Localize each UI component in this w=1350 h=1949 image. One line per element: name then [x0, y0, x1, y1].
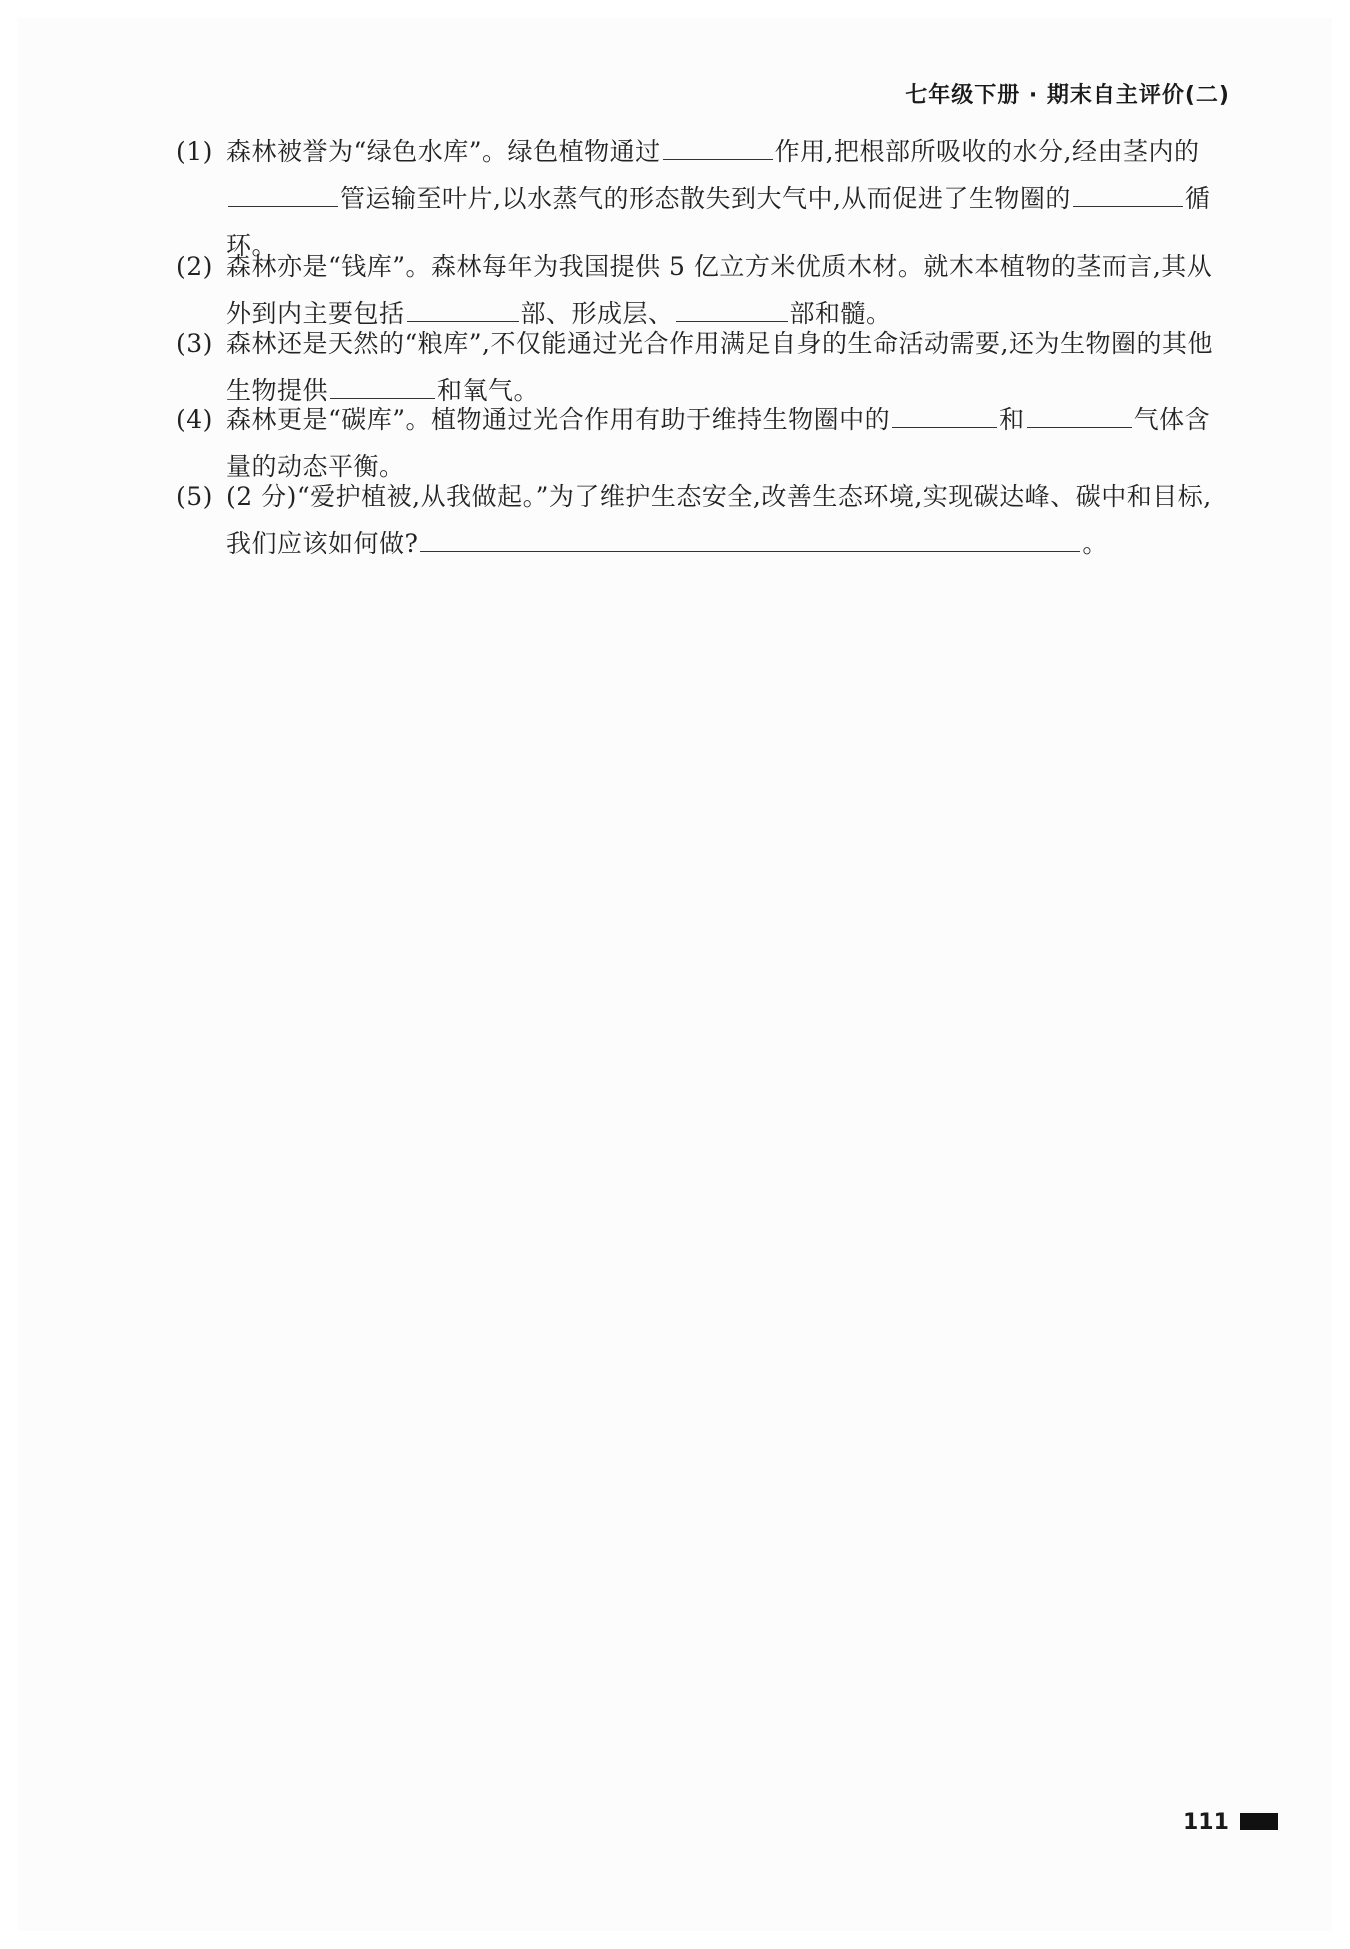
question-number: (4)	[176, 405, 213, 434]
question-text-segment: 部和髓。	[789, 299, 892, 328]
question-text-segment: 。	[1082, 529, 1108, 558]
answer-blank[interactable]	[420, 521, 1080, 552]
question-number: (5)	[176, 482, 213, 511]
question-text-segment: 气体含量的动态平衡。	[226, 405, 1211, 481]
answer-blank[interactable]	[892, 397, 997, 428]
question-text-segment: 管运输至叶片,以水蒸气的形态散失到大气中,从而促进了生物圈的	[340, 184, 1071, 213]
question-text-segment: 和	[999, 405, 1025, 434]
answer-blank[interactable]	[330, 368, 435, 399]
question-number: (2)	[176, 252, 213, 281]
page-number-bar	[1240, 1813, 1278, 1830]
question-text-segment: (2 分)“爱护植被,从我做起。”为了维护生态安全,改善生态环境,实现碳达峰、碳中和目标,我们应该如何做?	[226, 482, 1212, 558]
question-text-segment: 作用,把根部所吸收的水分,经由茎内的	[774, 137, 1200, 166]
answer-blank[interactable]	[228, 176, 338, 207]
page-header: 七年级下册 · 期末自主评价(二)	[905, 83, 1230, 108]
answer-blank[interactable]	[407, 291, 519, 322]
answer-blank[interactable]	[1073, 176, 1183, 207]
question-text-segment: 森林更是“碳库”。植物通过光合作用有助于维持生物圈中的	[226, 405, 891, 434]
question-number: (3)	[176, 329, 213, 358]
question-text-segment: 部、形成层、	[520, 299, 674, 328]
question-number: (1)	[176, 137, 213, 166]
answer-blank[interactable]	[676, 291, 788, 322]
question-5	[176, 473, 1226, 567]
question-text-segment: 森林还是天然的“粮库”,不仅能通过光合作用满足自身的生命活动需要,还为生物圈的其他生物提供	[226, 329, 1213, 405]
question-text	[226, 473, 1226, 567]
answer-blank[interactable]	[663, 129, 773, 160]
question-text-segment: 森林亦是“钱库”。森林每年为我国提供 5 亿立方米优质木材。就木本植物的茎而言,其从外到内主要包括	[226, 252, 1213, 328]
page-number: 111	[1183, 1810, 1229, 1835]
question-text-segment: 森林被誉为“绿色水库”。绿色植物通过	[226, 137, 661, 166]
answer-blank[interactable]	[1027, 397, 1132, 428]
question-text-segment: 循环。	[226, 184, 1211, 260]
question-text-segment: 和氧气。	[437, 376, 540, 405]
